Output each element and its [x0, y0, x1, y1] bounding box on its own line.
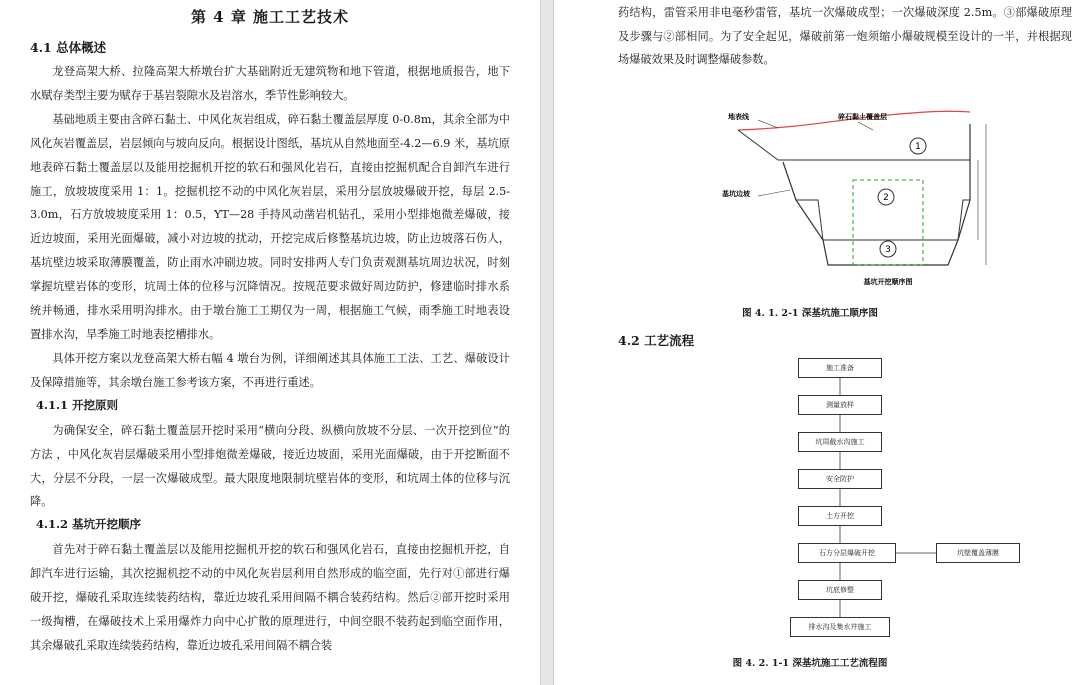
paragraph-overview: 龙登高架大桥、拉隆高架大桥墩台扩大基础附近无建筑物和地下管道，根据地质报告，地下水赋存类型主要为赋存于基岩裂隙水及岩溶水，季节性影响较大。: [30, 65, 510, 102]
section-heading-4-1-1: 4.1.1 开挖原则: [36, 397, 119, 412]
pit-edge-label: 基坑边坡: [722, 189, 750, 198]
excavation-outline: [783, 124, 970, 265]
flow-step-blasting: 石方分层爆破开挖: [798, 543, 896, 563]
chapter-title: 第 4 章 施工工艺技术: [190, 8, 350, 26]
right-page: [556, 0, 1080, 685]
flow-step-survey: 测量放样: [798, 395, 882, 415]
section-heading-4-1: 4.1 总体概述: [30, 40, 107, 55]
part-1-label: 1: [915, 141, 921, 152]
paragraph-sequence: 首先对于碎石黏土覆盖层以及能用挖掘机开挖的软石和强风化岩石，直接由挖掘机开挖，自卸汽车进行运输，其次挖掘机挖不动的中风化灰岩层利用自然形成的临空面，先行对①部进行爆破开挖，爆破孔采取连续装药结构，靠近边坡孔采用间隔不耦合装药结构。然后②部开挖时采用一级掏槽，在爆破技术上采用爆炸力向中心扩散的原理进行，中间空眼不装药起到临空面作用，其余爆破孔采取连续装药结构，靠近边坡孔采用间隔不耦合装: [30, 543, 510, 652]
flow-side-film-cover: 坑壁覆盖薄膜: [936, 543, 1020, 563]
figure-caption-4-2-1-1: 图 4. 2. 1-1 深基坑施工工艺流程图: [732, 657, 888, 669]
part-3-label: 3: [885, 244, 891, 255]
excavation-steps: [796, 200, 970, 240]
flow-step-earthwork: 土方开挖: [798, 506, 882, 526]
ground-line-label: 地表线: [728, 112, 749, 121]
paragraph-principle: 为确保安全，碎石黏土覆盖层开挖时采用“横向分段、纵横向放坡不分层、一次开挖到位”的方法 ，中风化灰岩层爆破采用小型排炮微差爆破，接近边坡面，采用光面爆破，由于开挖断面不大，分层不分段，一层一次爆破成型。最大限度地限制坑壁岩体的变形，和坑周土体的位移与沉降。: [30, 423, 510, 509]
section-heading-4-2: 4.2 工艺流程: [618, 332, 695, 348]
flow-step-trimming: 坑底修整: [798, 580, 882, 600]
paragraph-geology: 基础地质主要由含碎石黏土、中风化灰岩组成，碎石黏土覆盖层厚度 0-0.8m，其余全部为中风化灰岩覆盖层，岩层倾向与坡向反向。根据设计图纸，基坑从自然地面至-4.2—6.9 米，基坑原地表碎石黏土覆盖层以及能用挖掘机开挖的软石和强风化岩石，直接由挖掘机配合自卸汽车进行施工，放坡坡度采用 1：1。挖掘机挖不动的中风化灰岩层，采用分层放坡爆破开挖，每层 2.5-3.0m，石方放坡坡度采用 1：0.5，YT—28 手持风动凿岩机钻孔，采用小型排炮微差爆破，接近边坡面，采用光面爆破，减小对边坡的扰动，开挖完成后修整基坑边坡，防止边坡落石伤人，基坑壁边坡采取薄膜覆盖，防止雨水冲刷边坡。同时安排两人专门负责观测基坑周边状况，时刻掌握坑壁岩体的变形，坑周土体的位移与沉降情况。按规范要求做好周边防护，修建临时排水系统并畅通，排水采用明沟排水。由于墩台施工工期仅为一周，根据施工气候，雨季施工时地表设置排水沟，旱季施工时地表挖槽排水。: [30, 112, 510, 341]
section-heading-4-1-2: 4.1.2 基坑开挖顺序: [36, 517, 142, 532]
cover-leader: [858, 122, 873, 130]
excavation-sequence-figure: [618, 100, 1072, 300]
figure-caption-4-1-2-1: 图 4. 1. 2-1 深基坑施工顺序图: [742, 307, 878, 319]
edge-leader: [758, 190, 790, 196]
excavation-diagram: [618, 100, 1072, 300]
part-2-label: 2: [883, 192, 889, 203]
pit-sequence-label: 基坑开挖顺序图: [863, 277, 913, 286]
cover-layer-line: [738, 130, 970, 160]
flow-step-intercept-ditch: 坑周截水沟施工: [798, 432, 882, 452]
process-flow-chart: [618, 357, 1072, 647]
flow-step-safety: 安全防护: [798, 469, 882, 489]
flow-step-preparation: 施工准备: [798, 358, 882, 378]
ground-leader: [758, 120, 778, 128]
paragraph-continued: 药结构，雷管采用非电毫秒雷管，基坑一次爆破成型；一次爆破深度 2.5m。③部爆破原理及步骤与②部相同。为了安全起见，爆破前第一炮须缩小爆破规模至设计的一半，并根据现场爆破效果及时调整爆破参数。: [618, 6, 1072, 67]
flow-step-drainage: 排水沟及集水井施工: [790, 617, 890, 637]
paragraph-scheme: 具体开挖方案以龙登高架大桥右幅 4 墩台为例，详细阐述其具体施工工法、工艺、爆破设计及保障措施等，其余墩台施工参考该方案，不再进行重述。: [30, 351, 510, 389]
page-gutter: [540, 0, 554, 685]
cover-layer-label: 碎石黏土覆盖层: [838, 112, 887, 121]
